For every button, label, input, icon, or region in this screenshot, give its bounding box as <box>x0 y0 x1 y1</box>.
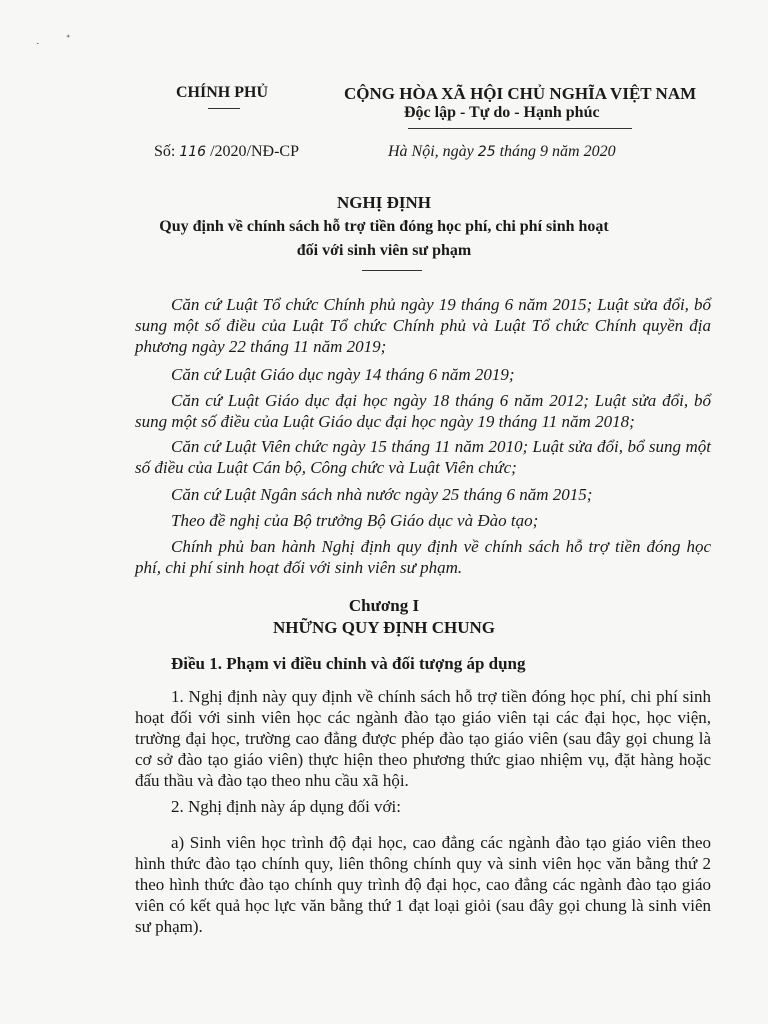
document-title: NGHỊ ĐỊNH <box>337 193 431 212</box>
chapter-number: Chương I <box>348 596 420 615</box>
handwritten-day: 25 <box>477 144 496 160</box>
document-subtitle-line1: Quy định về chính sách hỗ trợ tiền đóng học phí, chi phí sinh hoạt <box>159 218 609 235</box>
preamble-paragraph: Căn cứ Luật Tổ chức Chính phủ ngày 19 tháng 6 năm 2015; Luật sửa đổi, bổ sung một số điều của Luật Tổ chức Chính phủ và Luật Tổ chức Chính quyền địa phương ngày 22 tháng 11 năm 2019; <box>135 295 711 356</box>
scan-speck: · <box>36 38 40 50</box>
article-clause: a) Sinh viên học trình độ đại học, cao đẳng các ngành đào tạo giáo viên theo hình thức đào tạo chính quy, liên thông chính quy và sinh viên học văn bằng thứ 2 theo hình thức đào tạo chính quy trình độ đại học, cao đẳng các ngành đào tạo giáo viên có kết quả học lực văn bằng thứ 1 đạt loại giỏi (sau đây gọi chung là sinh viên sư phạm). <box>135 833 711 936</box>
agency-underline <box>208 108 240 109</box>
scan-speck: ᐩ <box>66 33 71 45</box>
preamble-paragraph: Căn cứ Luật Viên chức ngày 15 tháng 11 năm 2010; Luật sửa đổi, bổ sung một số điều của Luật Cán bộ, Công chức và Luật Viên chức; <box>135 437 711 477</box>
national-motto: Độc lập - Tự do - Hạnh phúc <box>404 104 600 121</box>
preamble-paragraph: Căn cứ Luật Giáo dục đại học ngày 18 tháng 6 năm 2012; Luật sửa đổi, bổ sung một số điều của Luật Giáo dục đại học ngày 19 tháng 11 năm 2018; <box>135 391 711 431</box>
document-number: Số: 116 /2020/NĐ-CP <box>154 143 299 160</box>
article-clause: 2. Nghị định này áp dụng đối với: <box>171 797 401 816</box>
preamble-paragraph: Theo đề nghị của Bộ trưởng Bộ Giáo dục và Đào tạo; <box>171 511 539 530</box>
document-date: Hà Nội, ngày 25 tháng 9 năm 2020 <box>388 143 616 160</box>
preamble-paragraph: Chính phủ ban hành Nghị định quy định về chính sách hỗ trợ tiền đóng học phí, chi phí sinh hoạt đối với sinh viên sư phạm. <box>135 537 711 577</box>
country-name: CỘNG HÒA XÃ HỘI CHỦ NGHĨA VIỆT NAM <box>344 84 697 103</box>
handwritten-number: 116 <box>179 144 207 160</box>
article-heading: Điều 1. Phạm vi điều chỉnh và đối tượng áp dụng <box>171 654 526 673</box>
document-subtitle-line2: đối với sinh viên sư phạm <box>296 242 472 259</box>
chapter-title: NHỮNG QUY ĐỊNH CHUNG <box>272 618 496 637</box>
title-divider <box>362 270 422 271</box>
preamble-paragraph: Căn cứ Luật Giáo dục ngày 14 tháng 6 năm 2019; <box>171 365 515 384</box>
article-clause: 1. Nghị định này quy định về chính sách hỗ trợ tiền đóng học phí, chi phí sinh hoạt đối với sinh viên học các ngành đào tạo giáo viên tại các đại học, học viện, trường đại học, trường cao đẳng được phép đào tạo giáo viên (sau đây gọi chung là cơ sở đào tạo giáo viên) thực hiện theo phương thức giao nhiệm vụ, đặt hàng hoặc đấu thầu và đào tạo theo nhu cầu xã hội. <box>135 687 711 790</box>
issuing-agency: CHÍNH PHỦ <box>176 84 268 101</box>
preamble-paragraph: Căn cứ Luật Ngân sách nhà nước ngày 25 tháng 6 năm 2015; <box>171 485 593 504</box>
motto-underline <box>408 128 632 129</box>
